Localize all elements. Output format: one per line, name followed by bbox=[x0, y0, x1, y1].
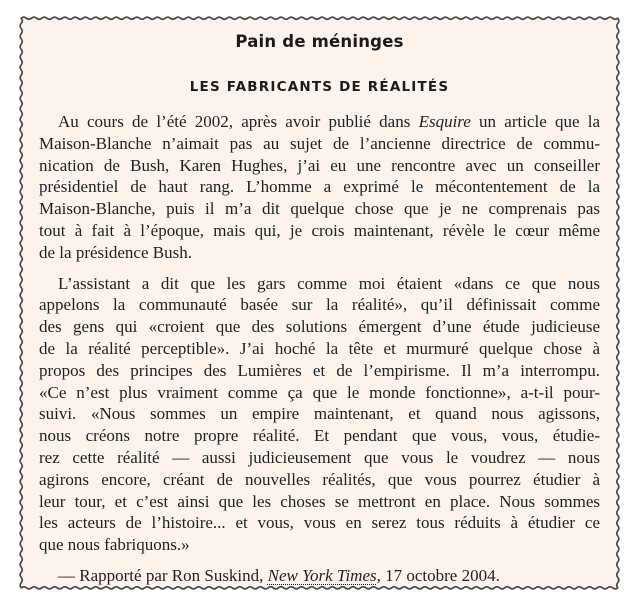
callout-box bbox=[18, 15, 621, 591]
text-line: leur tour, et c’est ainsi que les choses se mettront en place. Nous sommes bbox=[39, 491, 600, 511]
attribution-prefix: — Rapporté par Ron Suskind, bbox=[58, 565, 268, 585]
text-line: que nous fabriquons.» bbox=[39, 535, 190, 555]
paragraph-1 bbox=[39, 111, 600, 264]
body-text bbox=[39, 111, 600, 556]
section-heading: LES FABRICANTS DE RÉALITÉS bbox=[189, 79, 450, 95]
panel-content bbox=[18, 15, 621, 587]
text-line: de la réalité perceptible». J’ai hoché la tête et murmuré quelque chose à bbox=[39, 338, 600, 358]
page-title: Pain de méninges bbox=[235, 32, 404, 51]
text-line: agirons encore, créant de nouvelles réalités, que vous pourrez étudier à bbox=[39, 469, 600, 489]
attribution bbox=[39, 565, 600, 587]
text-line: propos des principes des Lumières et de l’empirisme. Il m’a interrompu. bbox=[39, 360, 600, 380]
attribution-suffix: , 17 octobre 2004. bbox=[376, 565, 500, 585]
text-line: nous créons notre propre réalité. Et pendant que vous, vous, étudie- bbox=[39, 426, 600, 446]
text-line: tout à fait à l’époque, mais qui, je crois maintenant, révèle le cœur même bbox=[39, 220, 600, 240]
source-title-link[interactable]: New York Times bbox=[267, 565, 377, 585]
text-line: les acteurs de l’histoire... et vous, vous en serez tous réduits à étudier ce bbox=[39, 513, 600, 533]
text-line: de la présidence Bush. bbox=[39, 242, 192, 262]
text-line: «Ce n’est plus vraiment comme ça que le monde fonctionne», a-t-il pour- bbox=[39, 382, 600, 402]
paragraph-2 bbox=[39, 273, 600, 556]
italic-text: Esquire bbox=[418, 112, 471, 131]
text-line: Au cours de l’été 2002, après avoir publié dans Esquire un article que la bbox=[58, 112, 601, 131]
text-line: nication de Bush, Karen Hughes, j’ai eu une rencontre avec un conseiller bbox=[39, 155, 600, 175]
text-line: appelons la communauté basée sur la réalité», qu’il définissait comme bbox=[39, 295, 600, 315]
text-line: présidentiel de haut rang. L’homme a exprimé le mécontentement de la bbox=[39, 177, 600, 197]
text-line: Maison-Blanche n’aimait pas au sujet de l’ancienne directrice de commu- bbox=[39, 133, 600, 153]
text-line: des gens qui «croient que des solutions émergent d’une étude judicieuse bbox=[39, 317, 600, 337]
text-line: Maison-Blanche, puis il m’a dit quelque chose que je ne comprenais pas bbox=[39, 199, 600, 219]
text-line: rez cette réalité — aussi judicieusement que vous le voudrez — nous bbox=[39, 447, 600, 467]
text-line: suivi. «Nous sommes un empire maintenant, et quand nous agissons, bbox=[39, 404, 600, 424]
text-line: L’assistant a dit que les gars comme moi étaient «dans ce que nous bbox=[58, 273, 600, 293]
